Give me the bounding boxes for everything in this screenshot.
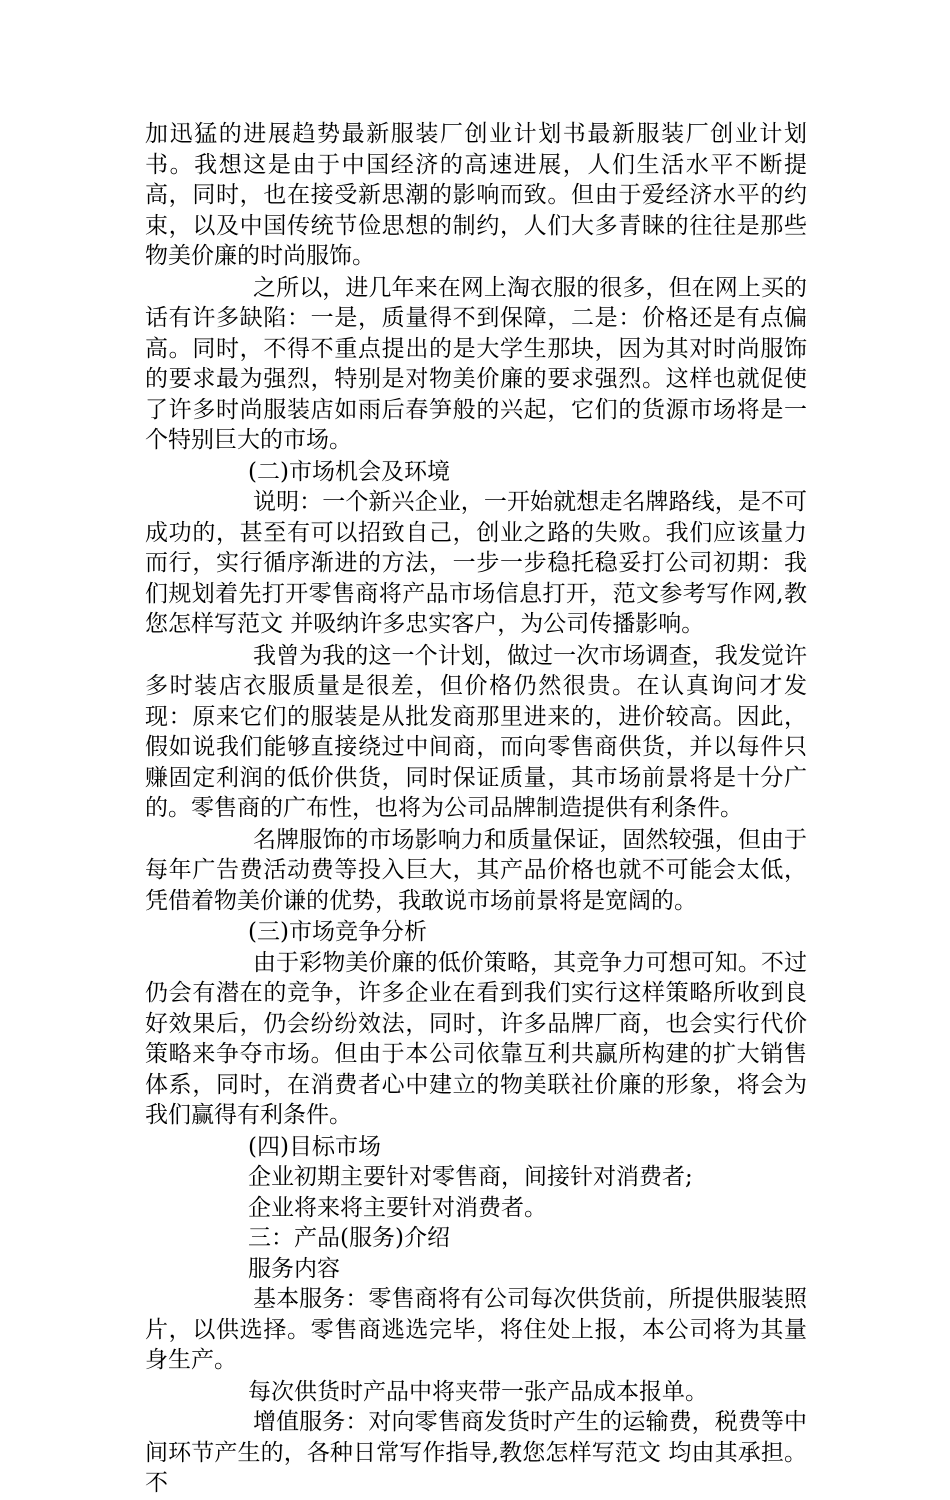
- paragraph-competition: 由于彩物美价廉的低价策略，其竞争力可想可知。不过仍会有潜在的竞争，许多企业在看到我们实行这样策略所收到良好效果后，仍会纷纷效法，同时，许多品牌厂商，也会实行代价策略来争夺市场。但由于本公司依靠互利共赢所构建的扩大销售体系，同时，在消费者心中建立的物美联社价廉的形象，将会为我们赢得有利条件。: [145, 949, 807, 1128]
- paragraph-intro: 加迅猛的进展趋势最新服装厂创业计划书最新服装厂创业计划书。我想这是由于中国经济的高速进展，人们生活水平不断提高，同时，也在接受新思潮的影响而致。但由于爱经济水平的约束，以及中国传统节俭思想的制约，人们大多青睐的往往是那些物美价廉的时尚服饰。: [145, 121, 807, 269]
- paragraph-value-added-service: 增值服务：对向零售商发货时产生的运输费，税费等中间环节产生的，各种日常写作指导,教您怎样写范文 均由其承担。不: [145, 1409, 807, 1496]
- paragraph-explanation: 说明：一个新兴企业，一开始就想走名牌路线，是不可成功的，甚至有可以招致自己，创业之路的失败。我们应该量力而行，实行循序渐进的方法，一步一步稳托稳妥打公司初期：我们规划着先打开零售商将产品市场信息打开，范文参考写作网,教您怎样写范文 并吸纳许多忠实客户，为公司传播影响。: [145, 489, 807, 637]
- paragraph-brand-influence: 名牌服饰的市场影响力和质量保证，固然较强，但由于每年广告费活动费等投入巨大，其产品价格也就不可能会太低，凭借着物美价谦的优势，我敢说市场前景将是宽阔的。: [145, 826, 807, 914]
- heading-market-opportunity: (二)市场机会及环境: [248, 458, 450, 485]
- line-target-future: 企业将来将主要针对消费者。: [248, 1194, 547, 1221]
- heading-product-service: 三：产品(服务)介绍: [248, 1225, 450, 1251]
- paragraph-basic-service: 基本服务：零售商将有公司每次供货前，所提供服装照片，以供选择。零售商逃选完毕，将住处上报，本公司将为其量身生产。: [145, 1286, 807, 1373]
- heading-service-content: 服务内容: [248, 1255, 340, 1282]
- line-target-early: 企业初期主要针对零售商，间接针对消费者;: [248, 1164, 693, 1190]
- heading-competition-analysis: (三)市场竞争分析: [248, 919, 427, 945]
- paragraph-market-survey: 我曾为我的这一个计划，做过一次市场调查，我发觉许多时装店衣服质量是很差，但价格仍然很贵。在认真询问才发现：原来它们的服装是从批发商那里进来的，进价较高。因此，假如说我们能够直接绕过中间商，而向零售商供货，并以每件只赚固定利润的低价供货，同时保证质量，其市场前景将是十分广的。零售商的广布性，也将为公司品牌制造提供有利条件。: [145, 642, 807, 821]
- paragraph-online-shopping: 之所以，进几年来在网上淘衣服的很多，但在网上买的话有许多缺陷：一是，质量得不到保障，二是：价格还是有点偏高。同时，不得不重点提出的是大学生那块，因为其对时尚服饰的要求最为强烈，特别是对物美价廉的要求强烈。这样也就促使了许多时尚服装店如雨后春笋般的兴起，它们的货源市场将是一个特别巨大的市场。: [145, 274, 807, 453]
- heading-target-market: (四)目标市场: [248, 1133, 381, 1160]
- line-cost-report: 每次供货时产品中将夹带一张产品成本报单。: [248, 1378, 708, 1405]
- document-page: [145, 119, 807, 1500]
